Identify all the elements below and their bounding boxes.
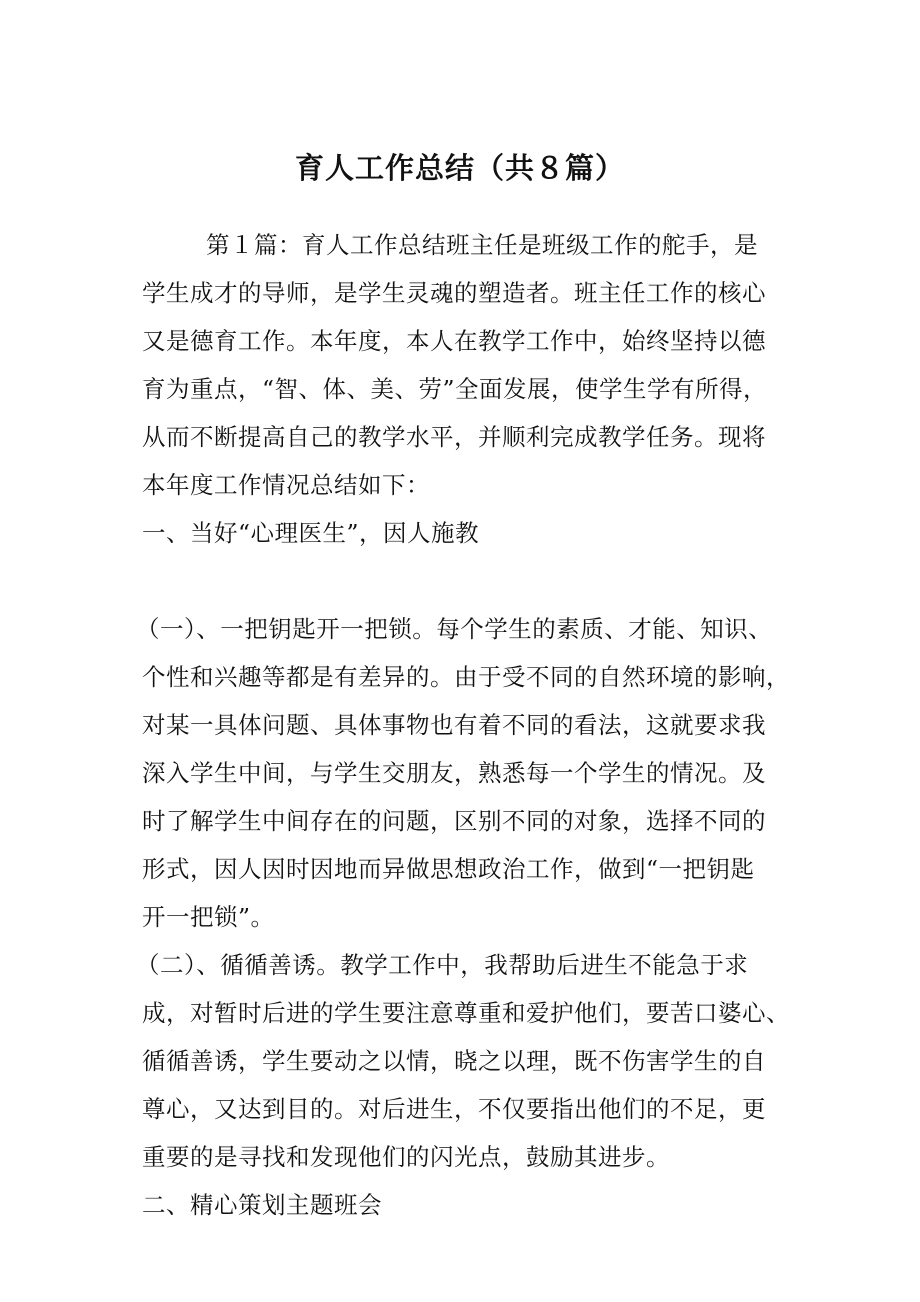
paragraph-line-14: 开一把锁”。	[142, 903, 275, 931]
paragraph-line-4: 育为重点，“智、体、美、劳”全面发展，使学生学有所得，	[142, 375, 768, 403]
document-title: 育人工作总结（共８篇）	[294, 151, 625, 185]
paragraph-line-12: 时了解学生中间存在的问题，区别不同的对象，选择不同的	[142, 807, 766, 835]
paragraph-line-1: 第１篇：育人工作总结班主任是班级工作的舵手，是	[206, 231, 758, 259]
paragraph-line-18: 尊心，又达到目的。对后进生，不仅要指出他们的不足，更	[142, 1095, 766, 1123]
subsection-line-2: （二）、循循善诱。教学工作中，我帮助后进生不能急于求	[136, 951, 749, 979]
paragraph-line-11: 深入学生中间，与学生交朋友，熟悉每一个学生的情况。及	[142, 759, 766, 787]
paragraph-line-17: 循循善诱，学生要动之以情，晓之以理，既不伤害学生的自	[142, 1047, 766, 1075]
section-heading-1: 一、当好“心理医生”，因人施教	[142, 519, 480, 547]
paragraph-line-9: 个性和兴趣等都是有差异的。由于受不同的自然环境的影响，	[142, 663, 790, 691]
paragraph-line-16: 成，对暂时后进的学生要注意尊重和爱护他们，要苦口婆心、	[142, 999, 790, 1027]
paragraph-line-13: 形式，因人因时因地而异做思想政治工作，做到“一把钥匙	[142, 855, 755, 883]
paragraph-line-5: 从而不断提高自己的教学水平，并顺利完成教学任务。现将	[142, 423, 766, 451]
paragraph-line-3: 又是德育工作。本年度，本人在教学工作中，始终坚持以德	[142, 327, 766, 355]
paragraph-line-10: 对某一具体问题、具体事物也有着不同的看法，这就要求我	[142, 711, 766, 739]
subsection-line-1: （一）、一把钥匙开一把锁。每个学生的素质、才能、知识、	[136, 615, 773, 643]
paragraph-line-19: 重要的是寻找和发现他们的闪光点，鼓励其进步。	[142, 1143, 670, 1171]
section-heading-2: 二、精心策划主题班会	[142, 1191, 382, 1219]
paragraph-line-2: 学生成才的导师，是学生灵魂的塑造者。班主任工作的核心	[142, 279, 766, 307]
paragraph-line-6: 本年度工作情况总结如下：	[142, 471, 430, 499]
